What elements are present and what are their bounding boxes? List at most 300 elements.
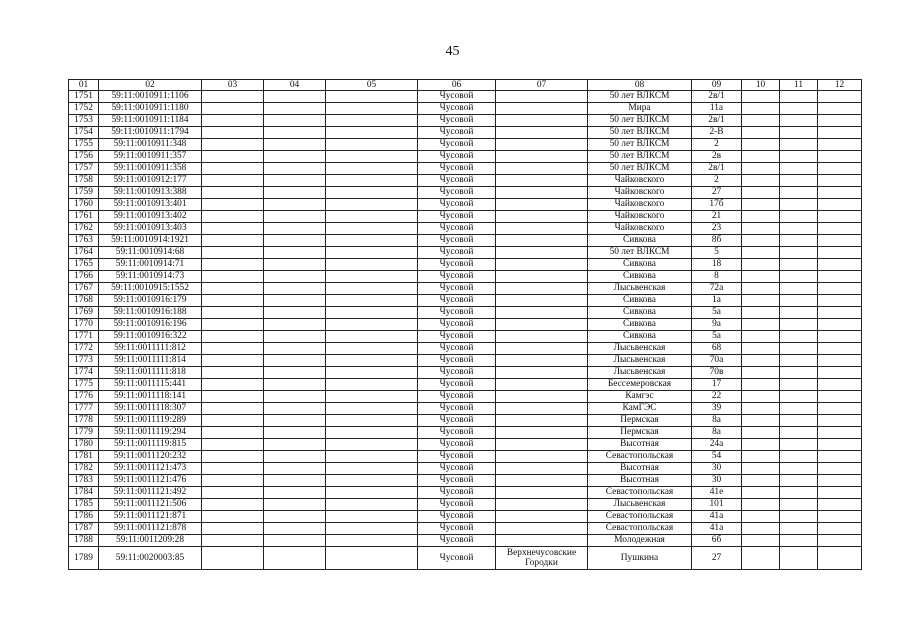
table-cell — [264, 295, 326, 307]
table-cell — [202, 139, 264, 151]
table-cell — [780, 331, 818, 343]
table-cell: 59:11:0011111:812 — [99, 343, 202, 355]
table-cell — [326, 427, 418, 439]
table-cell — [818, 307, 862, 319]
table-cell: 23 — [692, 223, 742, 235]
table-cell — [496, 307, 588, 319]
table-row — [69, 319, 862, 331]
table-cell: Чусовой — [418, 331, 496, 343]
table-cell — [742, 271, 780, 283]
table-cell — [326, 235, 418, 247]
table-cell: 41е — [692, 487, 742, 499]
table-row — [69, 199, 862, 211]
table-cell — [496, 451, 588, 463]
table-cell — [264, 367, 326, 379]
table-cell: Пермская — [588, 415, 692, 427]
table-cell — [742, 103, 780, 115]
table-cell: Мира — [588, 103, 692, 115]
table-cell — [818, 259, 862, 271]
table-cell: 1770 — [69, 319, 99, 331]
table-cell: 59:11:0011119:815 — [99, 439, 202, 451]
table-cell — [780, 355, 818, 367]
table-cell: 59:11:0010916:179 — [99, 295, 202, 307]
table-cell — [742, 511, 780, 523]
table-cell — [780, 535, 818, 547]
table-cell — [202, 355, 264, 367]
table-cell: 30 — [692, 475, 742, 487]
table-row — [69, 367, 862, 379]
table-cell — [264, 199, 326, 211]
table-row — [69, 259, 862, 271]
table-cell: 22 — [692, 391, 742, 403]
table-row — [69, 151, 862, 163]
table-cell — [818, 475, 862, 487]
table-cell — [742, 499, 780, 511]
table-cell — [780, 547, 818, 570]
header-row — [69, 80, 862, 91]
table-cell: Чусовой — [418, 463, 496, 475]
table-cell — [780, 235, 818, 247]
table-row — [69, 307, 862, 319]
table-row — [69, 511, 862, 523]
table-cell — [326, 319, 418, 331]
table-cell — [264, 523, 326, 535]
column-header: 02 — [99, 80, 202, 91]
table-cell — [496, 295, 588, 307]
table-cell: Чусовой — [418, 319, 496, 331]
table-cell — [780, 475, 818, 487]
table-row — [69, 91, 862, 103]
table-cell — [780, 283, 818, 295]
table-cell: Лысьвенская — [588, 343, 692, 355]
table-cell: 54 — [692, 451, 742, 463]
table-cell: 1781 — [69, 451, 99, 463]
table-cell — [818, 415, 862, 427]
table-cell: 59:11:0010916:322 — [99, 331, 202, 343]
table-cell — [780, 463, 818, 475]
table-cell — [326, 199, 418, 211]
table-cell: Чайковского — [588, 199, 692, 211]
table-cell: Севастопольская — [588, 523, 692, 535]
table-cell — [496, 91, 588, 103]
table-cell — [742, 535, 780, 547]
table-cell: 59:11:0011120:232 — [99, 451, 202, 463]
table-cell — [326, 283, 418, 295]
table-cell — [818, 211, 862, 223]
table-cell: 5а — [692, 331, 742, 343]
table-cell — [202, 463, 264, 475]
table-cell: 1775 — [69, 379, 99, 391]
table-cell — [780, 211, 818, 223]
table-cell — [264, 187, 326, 199]
table-cell — [264, 547, 326, 570]
table-cell — [202, 223, 264, 235]
table-cell — [742, 343, 780, 355]
table-cell — [780, 379, 818, 391]
table-cell — [496, 463, 588, 475]
column-header: 06 — [418, 80, 496, 91]
table-cell: Чайковского — [588, 187, 692, 199]
table-cell: Верхнечусовские Городки — [496, 547, 588, 570]
table-cell: 1764 — [69, 247, 99, 259]
table-cell — [326, 523, 418, 535]
table-cell: 70а — [692, 355, 742, 367]
table-cell: 2-В — [692, 127, 742, 139]
table-cell — [780, 343, 818, 355]
table-cell — [818, 175, 862, 187]
table-cell — [818, 391, 862, 403]
table-cell: 50 лет ВЛКСМ — [588, 151, 692, 163]
table-cell — [496, 163, 588, 175]
table-cell — [264, 463, 326, 475]
table-row — [69, 463, 862, 475]
table-cell: 59:11:0010914:1921 — [99, 235, 202, 247]
table-cell — [326, 271, 418, 283]
table-cell — [780, 391, 818, 403]
table-cell: 39 — [692, 403, 742, 415]
table-cell: Лысьвенская — [588, 283, 692, 295]
table-cell — [496, 259, 588, 271]
table-cell: 59:11:0010913:402 — [99, 211, 202, 223]
table-cell — [780, 139, 818, 151]
table-cell: 1761 — [69, 211, 99, 223]
table-cell: 50 лет ВЛКСМ — [588, 91, 692, 103]
table-cell — [742, 223, 780, 235]
table-row — [69, 127, 862, 139]
table-cell: 70в — [692, 367, 742, 379]
table-cell — [326, 151, 418, 163]
table-cell: Сивкова — [588, 271, 692, 283]
table-cell — [264, 487, 326, 499]
table-cell — [202, 535, 264, 547]
column-header: 01 — [69, 80, 99, 91]
table-cell: 59:11:0011119:294 — [99, 427, 202, 439]
table-body — [69, 91, 862, 570]
table-cell — [326, 367, 418, 379]
table-cell: 59:11:0011209:28 — [99, 535, 202, 547]
table-cell: 59:11:0011111:814 — [99, 355, 202, 367]
table-row — [69, 391, 862, 403]
table-cell — [818, 127, 862, 139]
table-row — [69, 283, 862, 295]
table-cell — [202, 211, 264, 223]
table-cell — [818, 511, 862, 523]
table-cell: 27 — [692, 187, 742, 199]
table-cell — [264, 235, 326, 247]
table-cell: 2в — [692, 151, 742, 163]
table-cell — [264, 211, 326, 223]
table-cell — [818, 487, 862, 499]
table-cell: Чусовой — [418, 187, 496, 199]
table-cell: Чусовой — [418, 391, 496, 403]
table-cell: 50 лет ВЛКСМ — [588, 163, 692, 175]
table-cell: 59:11:0011121:476 — [99, 475, 202, 487]
table-cell — [326, 247, 418, 259]
table-cell: Чусовой — [418, 91, 496, 103]
table-cell — [742, 187, 780, 199]
table-cell — [818, 103, 862, 115]
table-cell: 1765 — [69, 259, 99, 271]
table-cell — [264, 439, 326, 451]
table-cell: 1785 — [69, 499, 99, 511]
table-cell — [326, 163, 418, 175]
table-cell — [326, 547, 418, 570]
table-cell: 41а — [692, 511, 742, 523]
table-cell — [202, 151, 264, 163]
table-cell: 1783 — [69, 475, 99, 487]
table-cell: 1760 — [69, 199, 99, 211]
table-cell — [818, 331, 862, 343]
table-cell — [818, 163, 862, 175]
table-cell — [742, 283, 780, 295]
table-cell: Чусовой — [418, 499, 496, 511]
table-cell — [818, 547, 862, 570]
table-cell: 1772 — [69, 343, 99, 355]
table-cell — [742, 475, 780, 487]
table-cell — [818, 379, 862, 391]
table-cell — [780, 427, 818, 439]
table-cell — [202, 547, 264, 570]
table-cell — [264, 283, 326, 295]
table-cell: Чусовой — [418, 547, 496, 570]
table-cell: 1754 — [69, 127, 99, 139]
table-cell: Чусовой — [418, 139, 496, 151]
table-cell: 1751 — [69, 91, 99, 103]
table-cell — [742, 247, 780, 259]
table-cell — [264, 139, 326, 151]
table-row — [69, 451, 862, 463]
table-cell — [202, 331, 264, 343]
table-cell — [780, 451, 818, 463]
table-row — [69, 331, 862, 343]
table-cell — [742, 163, 780, 175]
table-cell: Чусовой — [418, 271, 496, 283]
table-row — [69, 499, 862, 511]
table-cell — [780, 403, 818, 415]
table-cell — [326, 355, 418, 367]
table-cell: 1767 — [69, 283, 99, 295]
table-cell: Чусовой — [418, 535, 496, 547]
table-cell — [496, 127, 588, 139]
table-cell — [742, 307, 780, 319]
table-cell: Чусовой — [418, 403, 496, 415]
table-cell: 1766 — [69, 271, 99, 283]
table-cell: 8а — [692, 415, 742, 427]
table-cell — [742, 439, 780, 451]
table-cell — [818, 355, 862, 367]
table-cell — [496, 487, 588, 499]
table-cell: 1763 — [69, 235, 99, 247]
table-cell: 59:11:0010916:188 — [99, 307, 202, 319]
table-cell — [742, 331, 780, 343]
table-cell: Чусовой — [418, 295, 496, 307]
table-cell: 1780 — [69, 439, 99, 451]
table-cell — [264, 259, 326, 271]
table-cell: Севастопольская — [588, 511, 692, 523]
table-cell: Пушкина — [588, 547, 692, 570]
table-cell: 59:11:0010911:1106 — [99, 91, 202, 103]
table-cell — [264, 175, 326, 187]
table-cell — [818, 403, 862, 415]
table-cell — [780, 439, 818, 451]
table-cell — [202, 319, 264, 331]
table-cell — [496, 427, 588, 439]
table-cell: Чусовой — [418, 487, 496, 499]
table-cell: Чусовой — [418, 475, 496, 487]
table-cell — [264, 355, 326, 367]
table-row — [69, 271, 862, 283]
table-cell: Высотная — [588, 439, 692, 451]
table-cell: 27 — [692, 547, 742, 570]
table-cell: 59:11:0011115:441 — [99, 379, 202, 391]
table-cell: 21 — [692, 211, 742, 223]
table-cell: 2 — [692, 139, 742, 151]
table-cell — [818, 199, 862, 211]
table-cell — [742, 199, 780, 211]
table-cell: 1а — [692, 295, 742, 307]
table-cell: 1768 — [69, 295, 99, 307]
table-cell — [780, 487, 818, 499]
table-cell — [780, 115, 818, 127]
page-number: 45 — [445, 44, 460, 59]
table-cell — [326, 391, 418, 403]
table-cell: 1752 — [69, 103, 99, 115]
table-cell: 1788 — [69, 535, 99, 547]
table-cell — [818, 187, 862, 199]
table-cell — [780, 523, 818, 535]
table-cell: Чусовой — [418, 427, 496, 439]
table-cell — [496, 175, 588, 187]
table-cell: КамГЭС — [588, 403, 692, 415]
table-cell — [780, 199, 818, 211]
table-cell: Чусовой — [418, 247, 496, 259]
table-cell: 1756 — [69, 151, 99, 163]
table-cell: 50 лет ВЛКСМ — [588, 127, 692, 139]
table-cell — [780, 307, 818, 319]
table-cell — [202, 403, 264, 415]
table-cell — [742, 403, 780, 415]
table-cell — [326, 307, 418, 319]
table-cell: 1773 — [69, 355, 99, 367]
table-cell — [780, 271, 818, 283]
table-cell — [742, 235, 780, 247]
table-cell: 1782 — [69, 463, 99, 475]
table-cell — [818, 463, 862, 475]
table-cell: Чусовой — [418, 283, 496, 295]
table-cell: Сивкова — [588, 295, 692, 307]
table-cell: Чусовой — [418, 163, 496, 175]
table-cell: 59:11:0011118:141 — [99, 391, 202, 403]
table-cell — [742, 175, 780, 187]
table-cell: 8б — [692, 235, 742, 247]
table-cell: Чусовой — [418, 199, 496, 211]
table-cell — [326, 379, 418, 391]
table-cell — [264, 319, 326, 331]
table-cell — [818, 535, 862, 547]
table-cell: 1784 — [69, 487, 99, 499]
table-cell — [202, 439, 264, 451]
table-row — [69, 547, 862, 570]
table-row — [69, 175, 862, 187]
table-cell: Сивкова — [588, 319, 692, 331]
table-row — [69, 223, 862, 235]
table-cell: 24а — [692, 439, 742, 451]
table-cell: 9а — [692, 319, 742, 331]
table-cell — [496, 403, 588, 415]
column-header: 05 — [326, 80, 418, 91]
table-cell: Бессемеровская — [588, 379, 692, 391]
table-cell — [818, 439, 862, 451]
table-cell — [326, 511, 418, 523]
table-cell — [818, 247, 862, 259]
table-row — [69, 343, 862, 355]
table-cell — [780, 499, 818, 511]
table-cell — [496, 139, 588, 151]
table-cell: 2в/1 — [692, 115, 742, 127]
table-cell: Чусовой — [418, 511, 496, 523]
column-header: 07 — [496, 80, 588, 91]
table-cell — [742, 355, 780, 367]
table-cell: Сивкова — [588, 235, 692, 247]
table-cell — [202, 259, 264, 271]
table-cell: 59:11:0011121:473 — [99, 463, 202, 475]
table-row — [69, 187, 862, 199]
table-cell: Чусовой — [418, 523, 496, 535]
table-cell: 50 лет ВЛКСМ — [588, 139, 692, 151]
table-cell: 50 лет ВЛКСМ — [588, 115, 692, 127]
table-cell — [496, 211, 588, 223]
table-cell: 30 — [692, 463, 742, 475]
table-cell: Чусовой — [418, 223, 496, 235]
table-cell — [818, 295, 862, 307]
table-cell — [326, 115, 418, 127]
table-cell — [326, 91, 418, 103]
table-cell — [742, 367, 780, 379]
table-cell: Чусовой — [418, 103, 496, 115]
table-cell — [264, 379, 326, 391]
table-cell — [742, 319, 780, 331]
table-cell — [326, 487, 418, 499]
table-cell: 18 — [692, 259, 742, 271]
table-cell: 59:11:0010915:1552 — [99, 283, 202, 295]
table-cell: 59:11:0010913:403 — [99, 223, 202, 235]
table-cell: 1776 — [69, 391, 99, 403]
table-cell: 5 — [692, 247, 742, 259]
table-cell: 1762 — [69, 223, 99, 235]
table-cell: 2в/1 — [692, 91, 742, 103]
table-cell — [326, 451, 418, 463]
table-cell: 59:11:0010911:348 — [99, 139, 202, 151]
column-header: 03 — [202, 80, 264, 91]
table-cell — [818, 319, 862, 331]
table-cell: 11а — [692, 103, 742, 115]
table-cell: Чусовой — [418, 451, 496, 463]
table-cell: 1771 — [69, 331, 99, 343]
column-header: 04 — [264, 80, 326, 91]
table-cell — [202, 127, 264, 139]
table-cell: Пермская — [588, 427, 692, 439]
table-cell: 59:11:0010914:73 — [99, 271, 202, 283]
table-cell — [202, 343, 264, 355]
table-cell — [202, 91, 264, 103]
table-row — [69, 427, 862, 439]
table-cell: Чусовой — [418, 115, 496, 127]
table-cell — [202, 163, 264, 175]
table-cell — [496, 535, 588, 547]
table-cell — [496, 523, 588, 535]
table-cell: Камгэс — [588, 391, 692, 403]
table-cell — [742, 259, 780, 271]
